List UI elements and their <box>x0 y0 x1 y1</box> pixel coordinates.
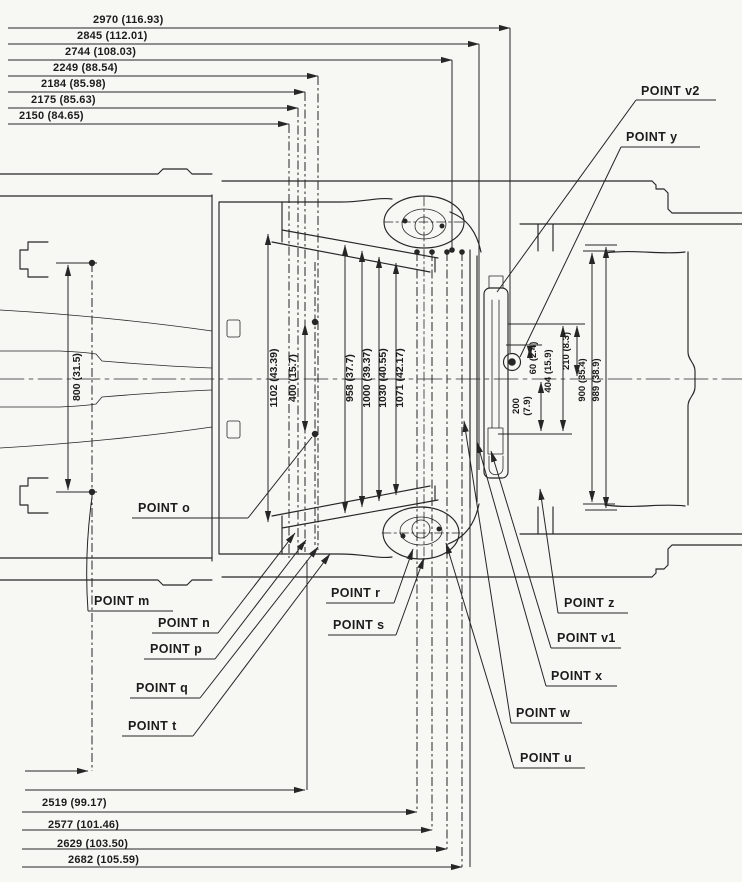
point-m-label: POINT m <box>94 594 150 608</box>
bottom-dim-label-1: 2519 (99.17) <box>42 797 107 809</box>
point-y-marker <box>504 354 521 371</box>
point-u-label: POINT u <box>520 751 573 765</box>
right-dim-label-900: 900 (35.4) <box>577 358 588 402</box>
point-o-label: POINT o <box>138 501 191 515</box>
center-dim-label-6: 1071 (42.17) <box>394 348 406 408</box>
top-dim-label-3: 2744 (108.03) <box>65 46 137 58</box>
point-s-label: POINT s <box>333 618 385 632</box>
point-v2-label: POINT v2 <box>641 84 700 98</box>
point-labels <box>94 84 700 765</box>
center-dim-label-1: 1102 (43.39) <box>268 348 280 408</box>
right-dim-label-989: 989 (38.9) <box>591 358 602 402</box>
point-r-label: POINT r <box>331 586 381 600</box>
right-dim-label-200-line2: (7.9) <box>522 396 533 416</box>
right-dim-label-404: 404 (15.9) <box>543 349 554 393</box>
right-dim-label-60: 60 (2.4) <box>528 341 539 375</box>
right-dim-label-200-line1: 200 <box>511 398 522 414</box>
point-n-label: POINT n <box>158 616 211 630</box>
right-dim-label-210: 210 (8.3) <box>561 331 572 371</box>
point-x-label: POINT x <box>551 669 603 683</box>
extension-lines <box>56 28 617 867</box>
bottom-dim-label-4: 2682 (105.59) <box>68 854 140 866</box>
left-dim-label: 800 (31.5) <box>71 353 83 401</box>
point-t-label: POINT t <box>128 719 177 733</box>
bottom-dim-label-3: 2629 (103.50) <box>57 838 129 850</box>
center-dim-label-5: 1030 (40.55) <box>377 348 389 408</box>
point-w-label: POINT w <box>516 706 571 720</box>
bottom-dim-label-2: 2577 (101.46) <box>48 819 120 831</box>
point-v1-label: POINT v1 <box>557 631 616 645</box>
center-dim-label-4: 1000 (39.37) <box>361 348 373 408</box>
point-p-label: POINT p <box>150 642 203 656</box>
center-bracket <box>484 276 508 478</box>
top-dim-label-1: 2970 (116.93) <box>93 14 164 26</box>
top-dim-label-6: 2175 (85.63) <box>31 94 96 106</box>
point-y-label: POINT y <box>626 130 678 144</box>
top-dim-label-7: 2150 (84.65) <box>19 110 84 122</box>
center-dim-label-2: 400 (15.7) <box>287 354 299 402</box>
left-bracket-clips <box>20 242 48 513</box>
top-dim-label-5: 2184 (85.98) <box>41 78 106 90</box>
point-q-label: POINT q <box>136 681 189 695</box>
point-z-label: POINT z <box>564 596 615 610</box>
top-dim-label-2: 2845 (112.01) <box>77 30 148 42</box>
center-dim-label-3: 958 (37.7) <box>344 354 356 402</box>
top-dim-label-4: 2249 (88.54) <box>53 62 118 74</box>
